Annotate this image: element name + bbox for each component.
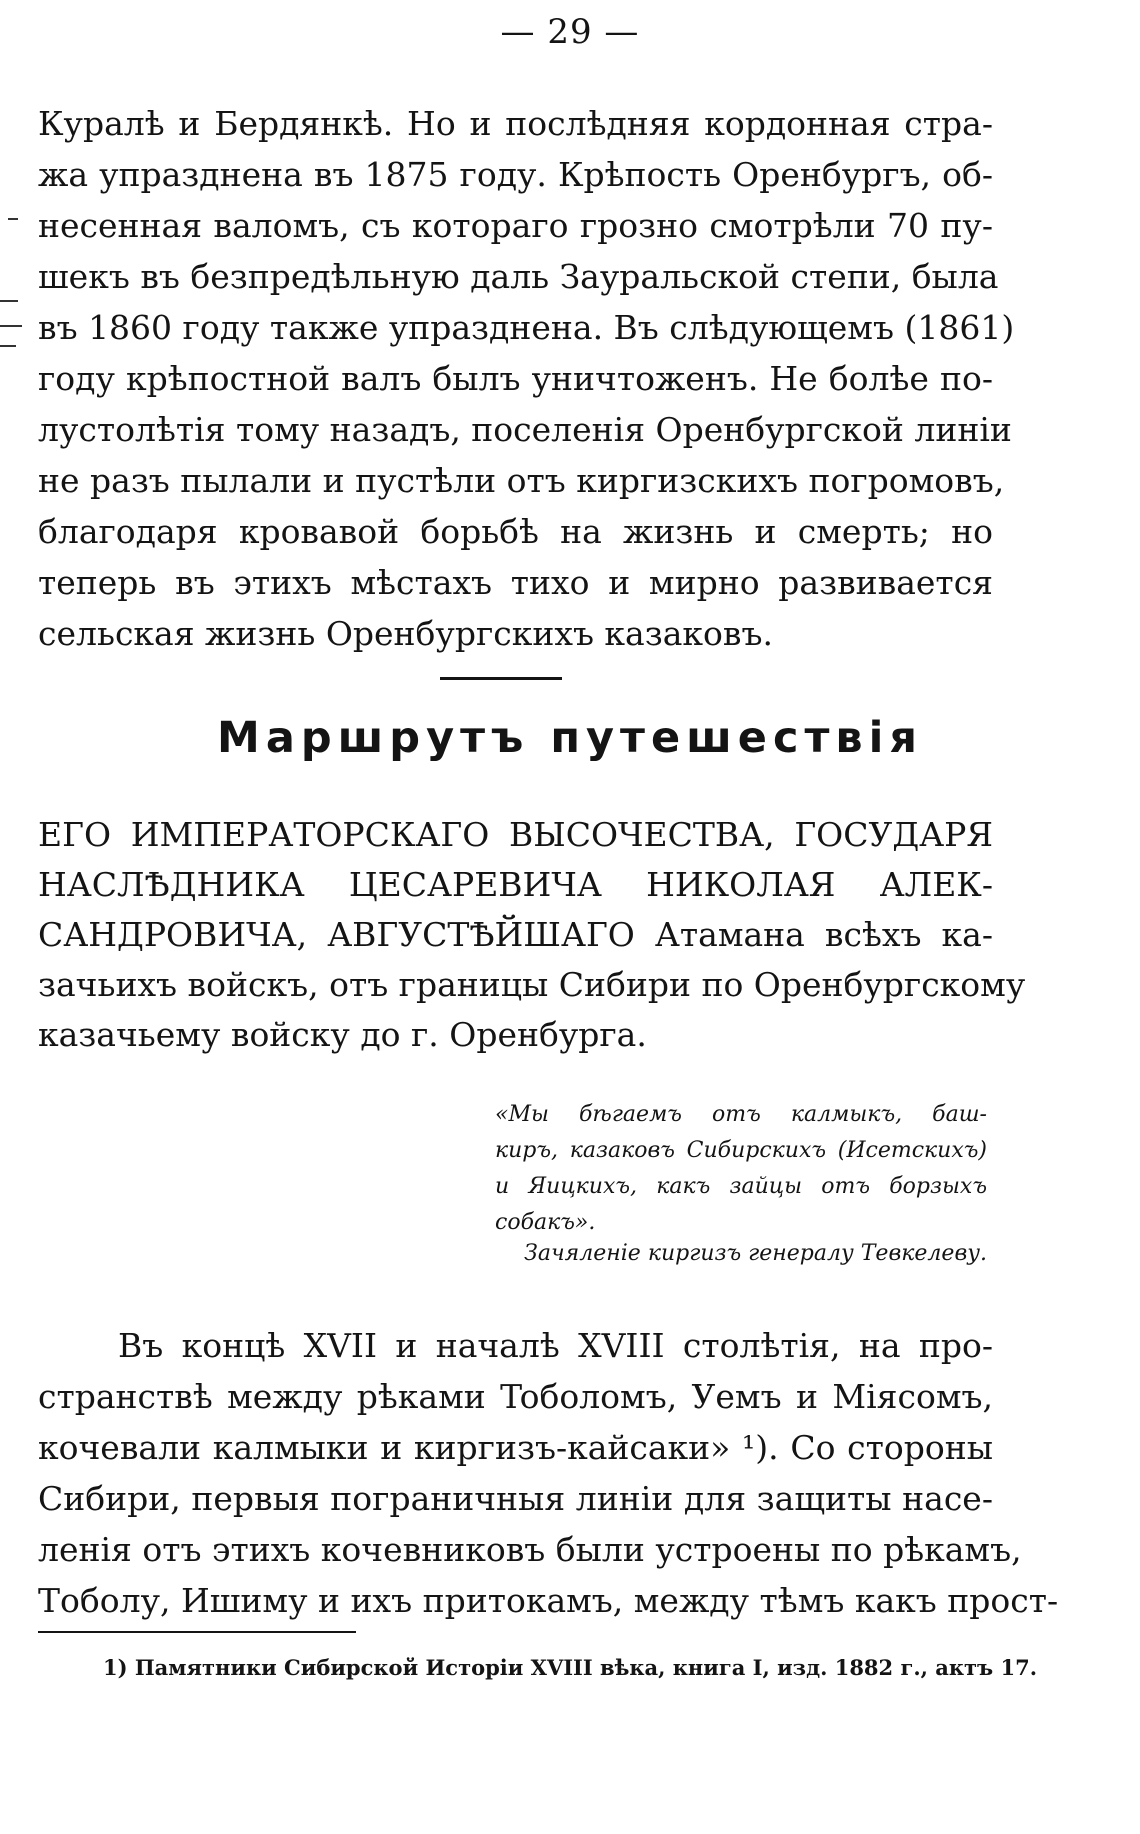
page-number: — 29 —: [500, 12, 640, 52]
subtitle-line: зачьихъ войскъ, отъ границы Сибири по Оренбургскому: [38, 965, 1026, 1004]
text-line: Куралѣ и Бердянкѣ. Но и послѣдняя кордонная стра-: [38, 104, 993, 143]
margin-scan-mark: [8, 218, 18, 220]
section-subtitle: [38, 810, 1026, 1060]
text-line: кочевали калмыки и киргизъ-кайсаки» ¹). Со стороны: [38, 1428, 993, 1467]
epigraph-quote: [495, 1097, 987, 1241]
text-line: странствѣ между рѣками Toболомъ, Уемъ и Міясомъ,: [38, 1377, 993, 1416]
epigraph-line: «Мы бѣгаемъ отъ калмыкъ, баш-: [495, 1102, 987, 1127]
margin-scan-mark: [0, 300, 18, 302]
text-line: лустолѣтія тому назадъ, поселенія Оренбургской линіи: [38, 410, 1012, 449]
epigraph-line: собакъ».: [495, 1210, 596, 1235]
text-line: сельская жизнь Оренбургскихъ казаковъ.: [38, 614, 773, 653]
text-line: Въ концѣ XVII и началѣ XVIII столѣтія, на про-: [118, 1326, 993, 1365]
subtitle-line: ЕГО ИМПЕРАТОРСКАГО ВЫСОЧЕСТВА, ГОСУДАРЯ: [38, 815, 993, 854]
paragraph-oren-history: [38, 98, 1015, 659]
text-line: въ 1860 году также упразднена. Въ слѣдующемъ (1861): [38, 308, 1015, 347]
text-line: Тоболу, Ишиму и ихъ притокамъ, между тѣмъ какъ прост-: [38, 1581, 1059, 1620]
epigraph-attribution: Зачяленіе киргизъ генералу Тевкелеву.: [524, 1241, 987, 1266]
text-line: теперь въ этихъ мѣстахъ тихо и мирно развивается: [38, 563, 993, 602]
footnote: 1) Памятники Сибирской Исторіи XVIII вѣка, книга I, изд. 1882 г., актъ 17.: [102, 1655, 1038, 1680]
section-heading: Маршрутъ путешествія: [217, 713, 923, 763]
margin-scan-mark: [0, 345, 16, 347]
text-line: несенная валомъ, съ котораго грозно смотрѣли 70 пу-: [38, 206, 993, 245]
subtitle-line: казачьему войску до г. Оренбурга.: [38, 1015, 647, 1054]
footnote-separator-rule: [38, 1631, 356, 1633]
text-line: Сибири, первыя пограничныя линіи для защиты насе-: [38, 1479, 993, 1518]
text-line: шекъ въ безпредѣльную даль Зауральской степи, была: [38, 257, 999, 296]
text-line: жа упразднена въ 1875 году. Крѣпость Оренбургъ, об-: [38, 155, 993, 194]
text-line: году крѣпостной валъ былъ уничтоженъ. Не болѣе по-: [38, 359, 993, 398]
paragraph-route-history: [38, 1320, 1059, 1626]
subtitle-line: НАСЛѢДНИКА ЦЕСАРЕВИЧА НИКОЛАЯ АЛЕК-: [38, 865, 993, 904]
epigraph-line: киръ, казаковъ Сибирскихъ (Исетскихъ): [495, 1138, 987, 1163]
text-line: ленія отъ этихъ кочевниковъ были устроены по рѣкамъ,: [38, 1530, 1022, 1569]
margin-scan-mark: [0, 325, 22, 327]
section-divider-rule: [440, 677, 562, 680]
text-line: благодаря кровавой борьбѣ на жизнь и смерть; но: [38, 512, 993, 551]
epigraph-line: и Яицкихъ, какъ зайцы отъ борзыхъ: [495, 1174, 987, 1199]
text-line: не разъ пылали и пустѣли отъ киргизскихъ погромовъ,: [38, 461, 1005, 500]
subtitle-line: САНДРОВИЧА, АВГУСТѢЙШАГО Атамана всѣхъ ка-: [38, 915, 993, 954]
